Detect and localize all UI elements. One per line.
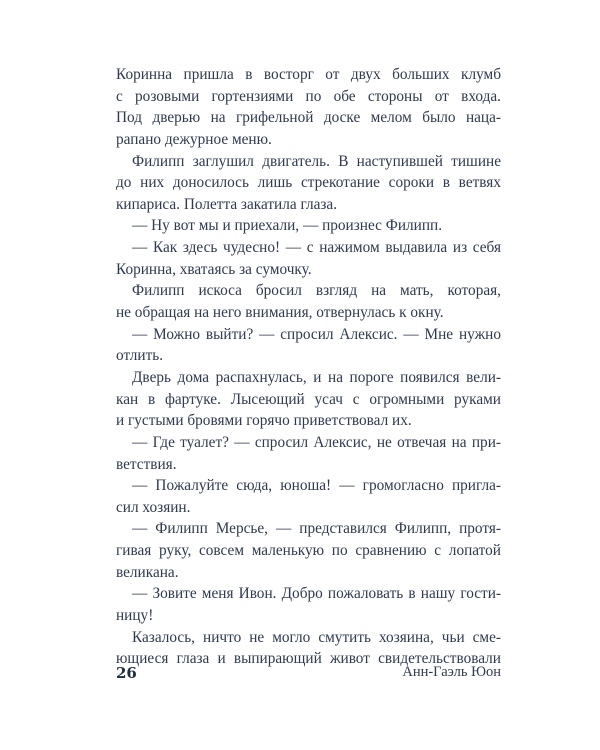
text-line: — Ну вот мы и приехали, — произнес Филипп. [132, 217, 443, 235]
text-line: — Как здесь чудесно! — с нажимом выдавила из себя [132, 239, 501, 257]
text-line: кан в фартуке. Лысеющий усач с огромными руками [116, 390, 501, 408]
text-line: — Можно выйти? — спросил Алексис. — Мне нужно [132, 325, 501, 343]
text-line: Коринна, хватаясь за сумочку. [116, 260, 312, 278]
text-line: ветствия. [116, 455, 177, 473]
text-line: до них доносилось лишь стрекотание сороки в ветвях [116, 174, 501, 192]
text-line: отлить. [116, 347, 164, 365]
text-line: кипариса. Полетта закатила глаза. [116, 195, 338, 213]
body-text [116, 64, 501, 670]
text-line: с розовыми гортензиями по обе стороны от входа. [116, 87, 501, 105]
text-line: не обращая на него внимания, отвернулась к окну. [116, 304, 444, 322]
text-line: великана. [116, 563, 179, 581]
page-footer [116, 664, 501, 686]
text-line: — Филипп Мерсье, — представился Филипп, протя- [132, 520, 501, 538]
text-line: Под дверью на грифельной доске мелом было нацa- [116, 109, 501, 127]
text-line: гивая руку, совсем маленькую по сравнению с лопатой [116, 542, 501, 560]
text-line: — Где туалет? — спросил Алексис, не отвечая на при- [132, 433, 501, 451]
text-line: Филипп заглушил двигатель. В наступившей тишине [132, 152, 501, 170]
text-line: Дверь дома распахнулась, и на пороге появился вели- [132, 368, 501, 386]
page-number: 26 [116, 664, 137, 682]
text-line: Филипп искоса бросил взгляд на мать, которая, [132, 282, 501, 300]
text-line: рапано дежурное меню. [116, 130, 272, 148]
text-line: и густыми бровями горячо приветствовал их. [116, 412, 412, 430]
text-line: Казалось, ничто не могло смутить хозяина, чьи сме- [132, 628, 501, 646]
text-line: ницу! [116, 607, 154, 625]
author-name: Анн-Гаэль Юон [402, 664, 501, 680]
text-line: ющиеся глаза и выпирающий живот свидетельствовали [116, 650, 501, 668]
text-line: — Зовите меня Ивон. Добро пожаловать в нашу гости- [132, 585, 501, 603]
text-line: сил хозяин. [116, 498, 191, 516]
text-line: Коринна пришла в восторг от двух больших клумб [116, 66, 501, 83]
text-line: — Пожалуйте сюда, юноша! — громогласно пригла- [132, 477, 501, 495]
